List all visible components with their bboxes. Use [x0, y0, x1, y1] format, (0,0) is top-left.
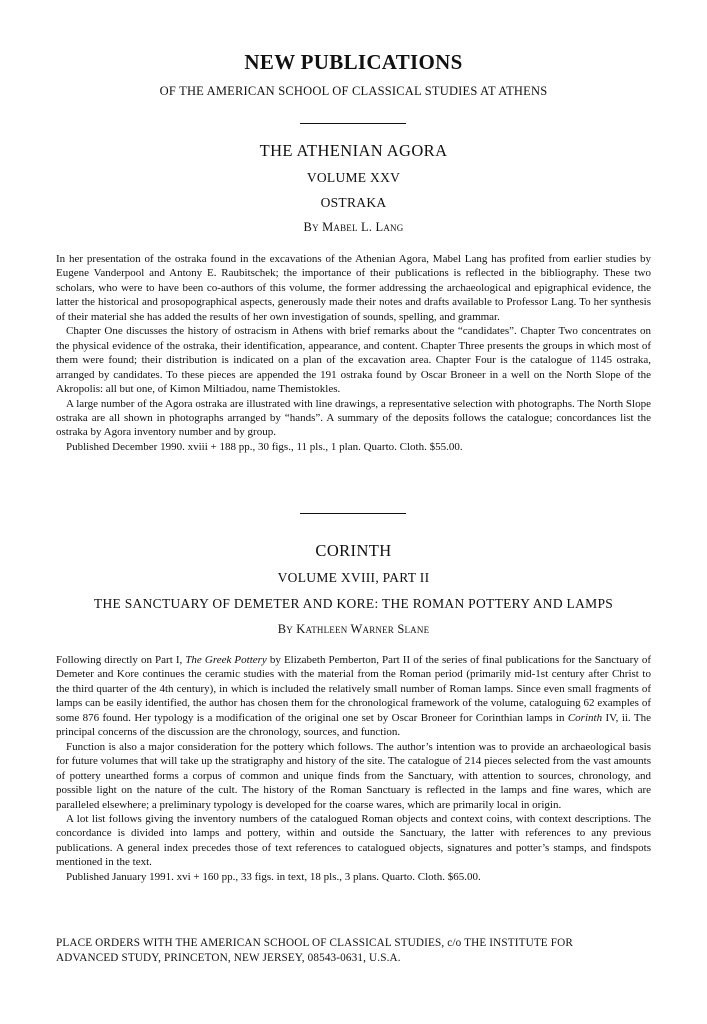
section2-subtitle: THE SANCTUARY OF DEMETER AND KORE: THE ROMAN POTTERY AND LAMPS [93, 596, 614, 611]
section1-body [56, 252, 651, 454]
page-title: NEW PUBLICATIONS [244, 50, 463, 74]
section2-series-title: CORINTH [315, 541, 392, 560]
section2-publication-info: Published January 1991. xvi + 160 pp., 33 figs. in text, 18 pls., 3 plans. Quarto. Cloth. $65.00. [66, 870, 481, 883]
section2-paragraph: Following directly on Part I, The Greek Pottery by Elizabeth Pemberton, Part II of the series of final publications for the Sanctuary of Demeter and Kore continues the ceramic studies with the material from the Roman period (primarily mid-1st century after Christ to the third quarter of the 4th century), in which is included the relatively small number of Roman lamps. Since even small fragments of lamps can be easily identified, the author has chosen them for the chronological framework of the volume, cataloguing 62 examples of some 876 found. Her typology is a modification of the original one set by Oscar Broneer for Corinthian lamps in Corinth IV, ii. The principal concerns of the discussion are the chronology, sources, and function. [56, 654, 651, 739]
section2-author: By Kathleen Warner Slane [277, 622, 430, 636]
section1-paragraph: A large number of the Agora ostraka are illustrated with line drawings, a representative selection with photographs. The North Slope ostraka are all shown in photographs arranged by “hands”. A summary of the deposits follows the catalogue; concordances list the ostraka by Agora inventory number and by group. [56, 397, 651, 439]
section2-volume: VOLUME XVIII, PART II [277, 570, 430, 585]
divider-rule [300, 123, 406, 124]
section2-body [56, 653, 651, 884]
book-title-greek-pottery: The Greek Pottery [185, 654, 267, 666]
section1-author: By Mabel L. Lang [303, 220, 404, 234]
section1-paragraph: In her presentation of the ostraka found in the excavations of the Athenian Agora, Mabel Lang has profited from earlier studies by Eugene Vanderpool and Antony E. Raubitschek; the importance of their publications is reflected in the bibliography. These two scholars, who were to have been co-authors of this volume, the former addressing the archaeological and epigraphical evidence, the latter the historical and prosopographical aspects, generously made their notes and drafts available to Professor Lang. To her synthesis of their material she has added the results of her own investigation of sounds, spelling, and grammar. [56, 253, 651, 323]
section1-subtitle: OSTRAKA [320, 195, 387, 210]
section1-paragraph: Chapter One discusses the history of ostracism in Athens with brief remarks about the “candidates”. Chapter Two concentrates on the physical evidence of the ostraka, their identification, appearance, and content. Chapter Three presents the groups in which most of them were found; their distribution is indicated on a plan of the excavation area. Chapter Four is the catalogue of 1145 ostraka, arranged by candidates. To these pieces are appended the 191 ostraka found by Oscar Broneer in a well on the North Slope of the Akropolis: all but one, of Kimon Miltiadou, name Themistokles. [56, 325, 651, 396]
page-subtitle: OF THE AMERICAN SCHOOL OF CLASSICAL STUDIES AT ATHENS [159, 84, 548, 98]
section2-paragraph: A lot list follows giving the inventory numbers of the catalogued Roman objects and context coins, with context descriptions. The concordance is divided into lamps and pottery, within and outside the Sanctuary, the latter with references to any previous publications. A general index precedes those of text references to catalogued objects, signatures and potter’s stamps, and findspots mentioned in the text. [56, 812, 651, 869]
order-instructions [56, 936, 656, 966]
section1-volume: VOLUME XXV [306, 170, 401, 185]
order-line-1: PLACE ORDERS WITH THE AMERICAN SCHOOL OF CLASSICAL STUDIES, c/o THE INSTITUTE FOR [56, 937, 573, 949]
section1-publication-info: Published December 1990. xviii + 188 pp., 30 figs., 11 pls., 1 plan. Quarto. Cloth. $55.00. [66, 440, 463, 453]
section1-series-title: THE ATHENIAN AGORA [259, 141, 448, 160]
divider-rule [300, 513, 406, 514]
order-line-2: ADVANCED STUDY, PRINCETON, NEW JERSEY, 08543-0631, U.S.A. [56, 952, 401, 964]
book-title-corinth: Corinth [567, 711, 603, 724]
section2-paragraph: Function is also a major consideration for the pottery which follows. The author’s intention was to provide an archaeological basis for future volumes that will take up the stratigraphy and history of the site. The catalogue of 214 pieces selected from the vast amounts of pottery unearthed forms a corpus of common and unique finds from the Sanctuary, with attention to sources, chronology, and possible light on the nature of the cult. The history of the Roman Sanctuary is reflected in the lamps and fine wares, which are paralleled elsewhere; a preliminary typology is developed for the coarse wares, which are primarily local in origin. [56, 740, 651, 811]
